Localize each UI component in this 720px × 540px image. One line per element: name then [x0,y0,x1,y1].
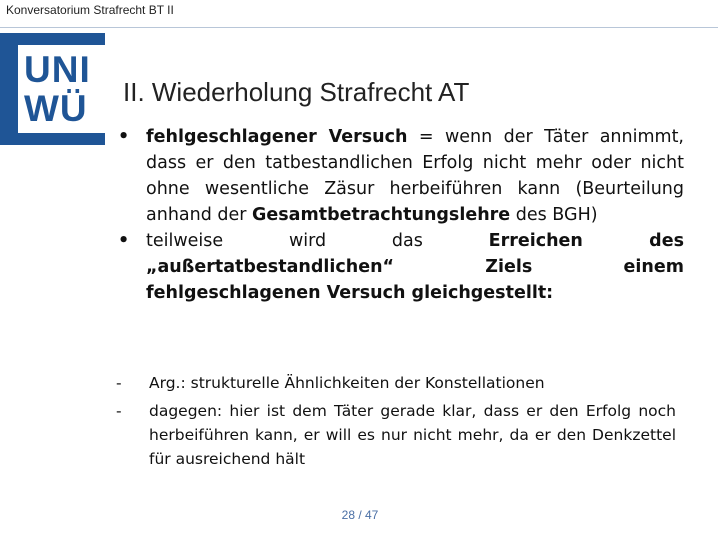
list-item [112,399,676,471]
dash-marker: - [116,402,122,420]
header-divider [0,27,718,28]
university-logo [0,33,105,145]
bullet-marker: • [118,231,130,251]
bullet-text: teilweise wird das [146,231,489,251]
list-item-text: dagegen: hier ist dem Täter gerade klar, dass er den Erfolg noch herbeiführen kann, er will es nur nicht mehr, da er den Denkzettel für ausreichend hält [149,402,676,468]
list-item [112,371,676,395]
argument-list [112,371,676,475]
bullet-marker: • [118,127,130,147]
list-item-text: Arg.: strukturelle Ähnlichkeiten der Konstellationen [149,374,545,392]
dash-marker: - [116,374,122,392]
bullet-text: des BGH) [510,205,598,225]
bullet-item-fehlgeschlagener-versuch [112,124,684,228]
bold-term: Erreichen des „außertatbestandlichen“ Ziels einem fehlgeschlagenen Versuch gleichgestellt: [146,231,684,303]
bullet-item-ausser-tatbestand [112,228,684,306]
bold-term: fehlgeschlagener Versuch [146,127,408,147]
slide-title: II. Wiederholung Strafrecht AT [123,77,470,107]
logo-text-line2: WÜ [24,88,88,129]
logo-inner-panel [18,45,105,133]
bullet-text: = wenn der Täter annimmt, dass er den tatbestandlichen Erfolg nicht mehr oder nicht ohne wesentliche Zäsur herbeiführen kann (Beurteilung anhand der [146,127,684,225]
page-number: 28 / 47 [341,508,379,522]
slide-content [112,124,684,306]
course-header: Konversatorium Strafrecht BT II [6,3,174,17]
logo-text-line1: UNI [24,49,91,90]
bold-term: Gesamtbetrachtungslehre [252,205,511,225]
